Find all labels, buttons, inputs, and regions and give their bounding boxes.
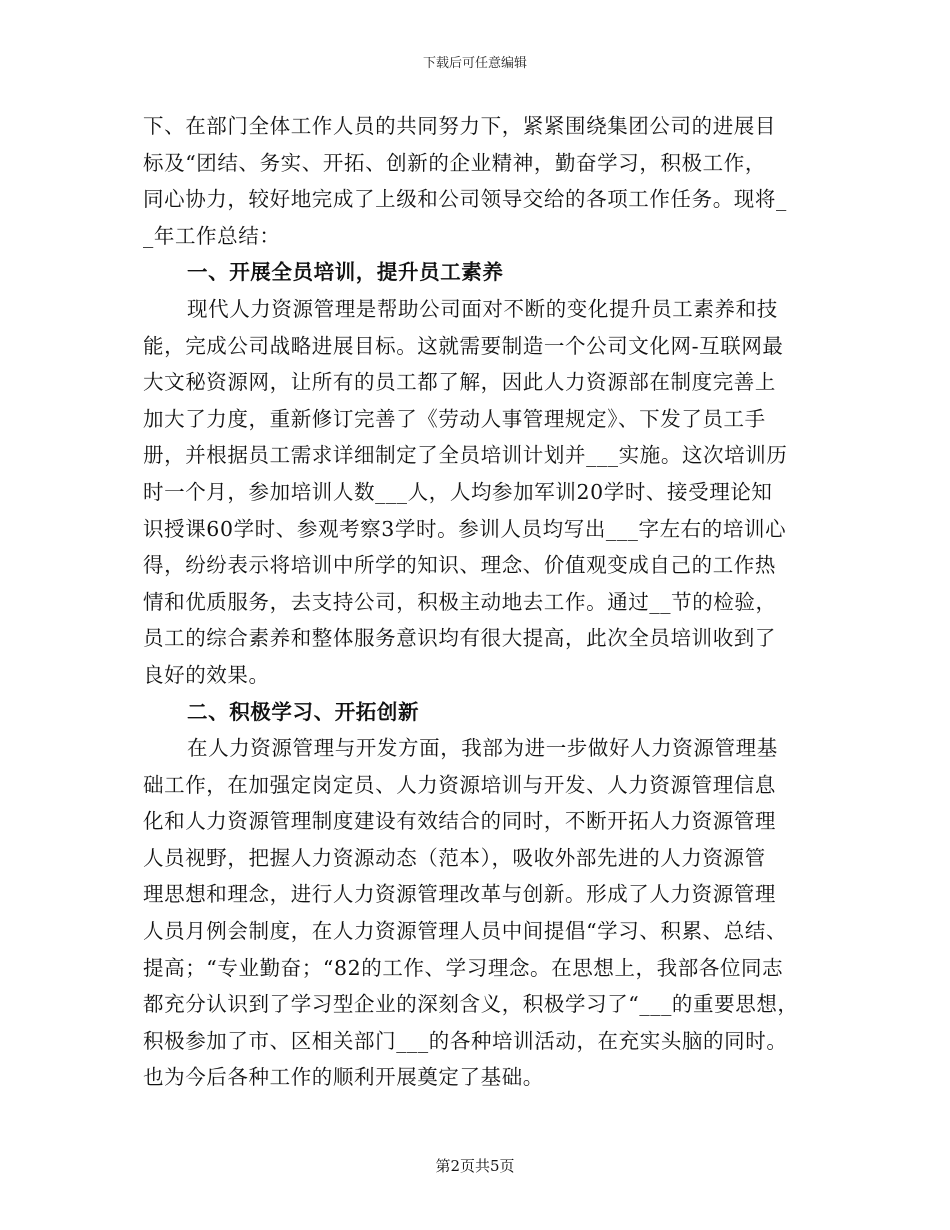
text-line: 同心协力，较好地完成了上级和公司领导交给的各项工作任务。现将_ <box>143 187 787 212</box>
text-line: 化和人力资源管理制度建设有效结合的同时，不断开拓人力资源管理 <box>143 809 776 834</box>
text-line: 积极参加了市、区相关部门___的各种培训活动，在充实头脑的同时。 <box>143 1028 788 1053</box>
text-line: 理思想和理念，进行人力资源管理改革与创新。形成了人力资源管理 <box>143 882 776 907</box>
text-line: 加大了力度，重新修订完善了《劳动人事管理规定》、下发了员工手 <box>143 406 766 431</box>
text-line: 提高；“专业勤奋；“82的工作、学习理念。在思想上，我部各位同志 <box>143 955 784 980</box>
document-body <box>143 108 815 1096</box>
text-line: 时一个月，参加培训人数___人，人均参加军训20学时、接受理论知 <box>143 479 773 504</box>
text-line: 都充分认识到了学习型企业的深刻含义，积极学习了“___的重要思想， <box>143 992 799 1017</box>
text-line: 标及“团结、务实、开拓、创新的企业精神，勤奋学习，积极工作， <box>143 150 766 175</box>
text-line: 下、在部门全体工作人员的共同努力下，紧紧围绕集团公司的进展目 <box>143 114 776 138</box>
text-line: 在人力资源管理与开发方面，我部为进一步做好人力资源管理基 <box>187 736 778 761</box>
text-line: 册，并根据员工需求详细制定了全员培训计划并___实施。这次培训历 <box>143 443 788 468</box>
text-line: 现代人力资源管理是帮助公司面对不断的变化提升员工素养和技 <box>187 296 778 321</box>
section-heading-1: 一、开展全员培训，提升员工素养 <box>187 260 504 285</box>
page-number: 第2页共5页 <box>435 1157 515 1175</box>
text-line: _年工作总结： <box>143 223 281 248</box>
text-line: 人员月例会制度，在人力资源管理人员中间提倡“学习、积累、总结、 <box>143 919 788 944</box>
text-line: 人员视野，把握人力资源动态（范本），吸收外部先进的人力资源管 <box>143 845 766 870</box>
text-line: 识授课60学时、参观考察3学时。参训人员均写出___字左右的培训心 <box>143 516 787 541</box>
text-line: 员工的综合素养和整体服务意识均有很大提高，此次全员培训收到了 <box>143 626 776 651</box>
text-line: 大文秘资源网，让所有的员工都了解，因此人力资源部在制度完善上 <box>143 370 776 395</box>
text-line: 能，完成公司战略进展目标。这就需要制造一个公司文化网-互联网最 <box>143 333 784 358</box>
text-line: 情和优质服务，去支持公司，积极主动地去工作。通过__节的检验， <box>143 589 777 614</box>
text-line: 也为今后各种工作的顺利开展奠定了基础。 <box>143 1065 544 1090</box>
text-line: 得，纷纷表示将培训中所学的知识、理念、价值观变成自己的工作热 <box>143 553 776 578</box>
page-header: 下载后可任意编辑 <box>422 56 527 71</box>
text-line: 良好的效果。 <box>143 662 270 687</box>
text-line: 础工作，在加强定岗定员、人力资源培训与开发、人力资源管理信息 <box>143 772 776 797</box>
section-heading-2: 二、积极学习、开拓创新 <box>187 699 420 724</box>
